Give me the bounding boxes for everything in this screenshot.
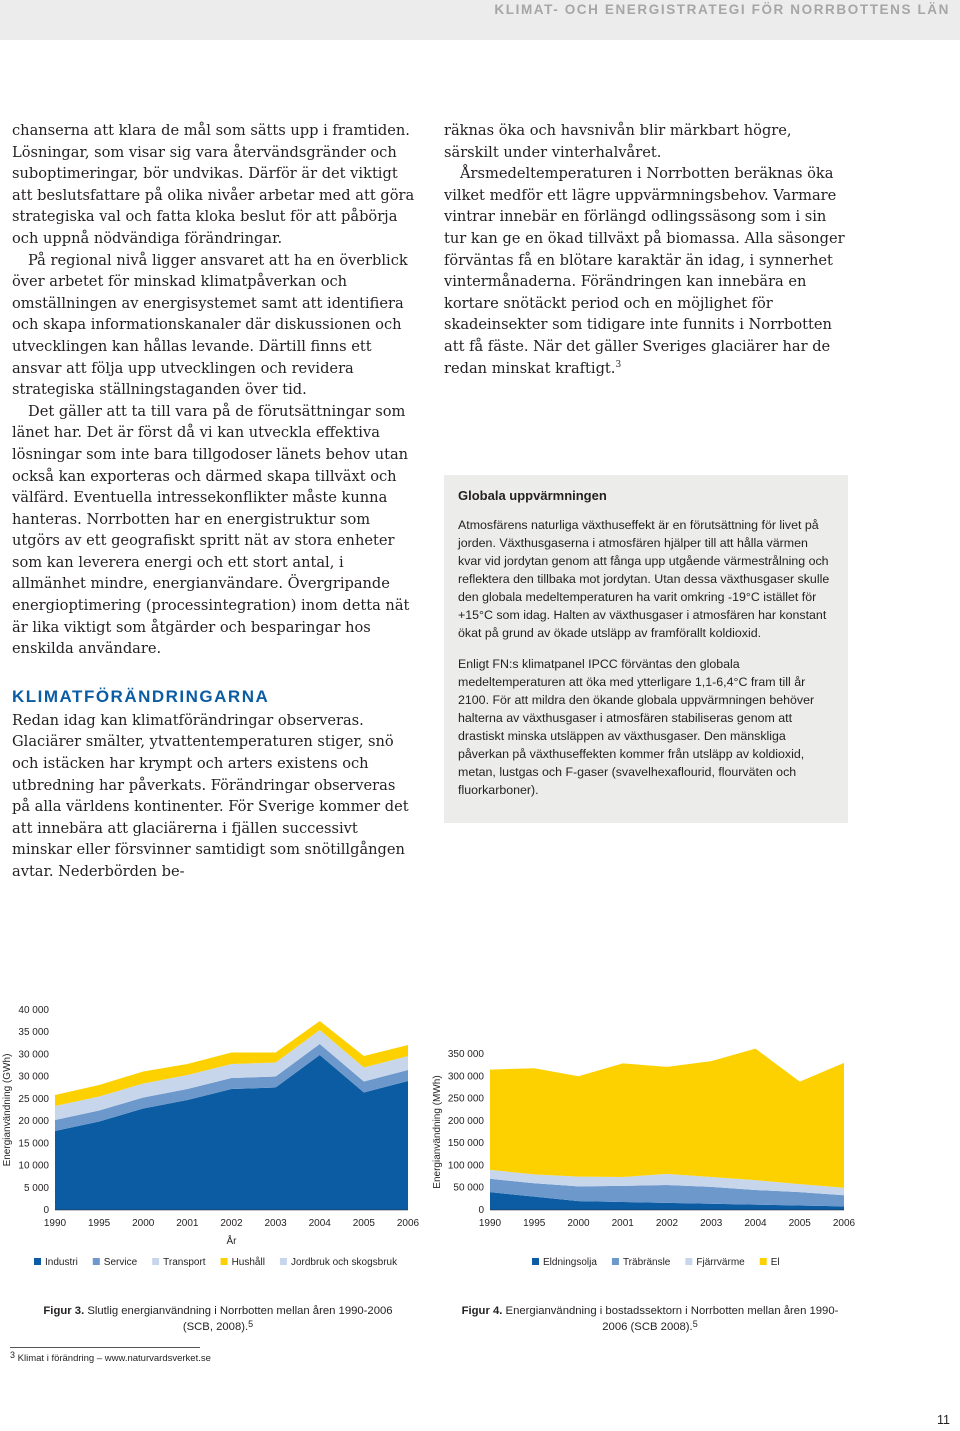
chart3-x-tick: 2002 xyxy=(220,1218,243,1229)
chart4-x-tick: 1990 xyxy=(478,1218,502,1229)
footnote xyxy=(10,1350,211,1364)
chart4-x-tick: 2000 xyxy=(567,1218,590,1229)
chart4-legend-swatch-2 xyxy=(685,1258,692,1265)
chart3-y-tick: 0 xyxy=(43,1205,49,1216)
chart4-x-tick: 2001 xyxy=(611,1218,634,1229)
chart3-y-tick: 20 000 xyxy=(18,1116,49,1128)
chart3-legend-label-4: Jordbruk och skogsbruk xyxy=(290,1257,398,1268)
footnote-divider xyxy=(10,1347,200,1348)
figure-3-label: Figur 3. xyxy=(43,1305,85,1317)
figure-4-svg xyxy=(430,998,900,1288)
figure-3-ref: 5 xyxy=(248,1319,254,1329)
chart3-legend-swatch-2 xyxy=(152,1258,159,1265)
fact-box-paragraph-1: Atmosfärens naturliga växthuseffekt är en förutsättning för livet på jorden. Växthusgaserna i atmosfären hjälper till att hålla värmen kvar vid jordytan genom att fånga upp utgående värmestrålning och reflektera den tillbaka mot jordytan. Utan dessa växthusgaser skulle den globala medeltemperaturen ha varit omkring -19°C istället för +15°C som idag. Halten av växthusgaser i atmosfären har konstant ökat på grund av ökade utsläpp av framförallt koldioxid. xyxy=(458,518,830,640)
chart3-x-tick: 2006 xyxy=(396,1218,420,1229)
footnote-number: 3 xyxy=(10,1350,16,1360)
left-paragraph-1: chanserna att klara de mål som sätts upp i framtiden. Lösningar, som visar sig vara återvändsgränder och suboptimeringar, bör undvikas. Därför är det viktigt att beslutsfattare på olika nivåer arbetar med att göra strategiska val och fatta kloka beslut för att påbörja och uppnå nödvändiga förändringar. xyxy=(12,122,415,247)
footnote-text: Klimat i förändring – www.naturvardsverket.se xyxy=(17,1353,211,1364)
chart4-y-tick: 200 000 xyxy=(447,1115,484,1127)
chart4-area-3 xyxy=(490,1049,844,1188)
chart3-x-tick: 1995 xyxy=(88,1218,111,1229)
chart3-y-tick: 30 000 xyxy=(18,1049,49,1061)
chart3-y-tick: 5 000 xyxy=(23,1182,49,1194)
chart4-y-tick: 0 xyxy=(478,1205,484,1216)
chart4-legend-label-1: Träbränsle xyxy=(622,1257,671,1268)
figure-3-text: Slutlig energianvändning i Norrbotten mellan åren 1990-2006 (SCB, 2008). xyxy=(87,1305,393,1333)
running-title: KLIMAT- OCH ENERGISTRATEGI FÖR NORRBOTTENS LÄN xyxy=(494,2,950,17)
right-paragraph-1: räknas öka och havsnivån blir märkbart högre, särskilt under vinterhalvåret. xyxy=(444,122,792,161)
chart4-x-tick: 2002 xyxy=(655,1218,679,1229)
chart3-legend-label-3: Hushåll xyxy=(231,1257,265,1268)
right-column xyxy=(444,120,846,379)
chart3-y-tick: 30 000 xyxy=(18,1071,49,1083)
chart4-x-tick: 1995 xyxy=(523,1218,546,1229)
chart3-x-label: År xyxy=(226,1236,237,1247)
chart4-legend-label-2: Fjärrvärme xyxy=(696,1257,745,1268)
left-paragraph-4: Redan idag kan klimatförändringar observeras. Glaciärer smälter, ytvattentemperaturen stiger, snö och istäcken har krympt och arters existens och utbredning har påverkats. Förändringar observeras på alla världens kontinenter. För Sverige kommer det att innebära att glaciärerna i fjällen successivt minskar eller försvinner samtidigt som snötillgången avtar. Nederbörden be- xyxy=(12,711,409,880)
chart4-legend-swatch-1 xyxy=(612,1258,619,1265)
footnote-ref: 3 xyxy=(615,359,622,370)
fact-box-paragraph-2: Enligt FN:s klimatpanel IPCC förväntas den globala medeltemperaturen att öka med ytterligare 1,1-6,4°C fram till år 2100. För att mildra den ökande globala uppvärmningen behöver halterna av växthusgaser i atmosfären stabiliseras genom att drastiskt minska utsläppen av växthusgaser. Den mänskliga påverkan på växthuseffekten kommer från utsläpp av koldioxid, metan, lustgas och F-gaser (svavelhexaflourid, flourväten och fluorkarboner). xyxy=(458,657,815,797)
chart4-x-tick: 2004 xyxy=(744,1218,767,1229)
running-header xyxy=(0,0,960,40)
chart3-x-tick: 2001 xyxy=(176,1218,199,1229)
chart4-x-tick: 2005 xyxy=(788,1218,811,1229)
chart3-y-tick: 35 000 xyxy=(18,1027,49,1039)
left-paragraph-2: På regional nivå ligger ansvaret att ha en överblick över arbetet för minskad klimatpåverkan och omställningen av energisystemet samt att identifiera och skapa informationskanaler där diskussionen och utvecklingen kan hållas levande. Därtill finns ett ansvar att följa upp utvecklingen och revidera strategiska ställningstaganden över tid. xyxy=(12,251,408,399)
figure-4-text: Energianvändning i bostadssektorn i Norrbotten mellan åren 1990-2006 (SCB 2008). xyxy=(505,1305,839,1333)
figure-4-chart xyxy=(430,998,900,1288)
page-number: 11 xyxy=(937,1413,950,1427)
chart4-y-tick: 250 000 xyxy=(447,1093,484,1105)
chart4-y-tick: 50 000 xyxy=(453,1182,484,1194)
chart3-legend-swatch-3 xyxy=(221,1258,228,1265)
chart3-x-tick: 1990 xyxy=(43,1218,67,1229)
chart4-y-tick: 150 000 xyxy=(447,1138,484,1150)
right-paragraph-2-text: Årsmedeltemperaturen i Norrbotten beräknas öka vilket medför ett lägre uppvärmningsbehov. Varmare vintrar innebär en förlängd odlingssäsong som i sin tur kan ge en ökad tillväxt på biomassa. Alla säsonger förväntas få en blötare karaktär än idag, i synnerhet vintermånaderna. Förändringen kan innebära en kortare snötäckt period och en möjlighet för skadeinsekter som tidigare inte funnits i Norrbotten att få fäste. När det gäller Sveriges glaciärer har de redan minskat kraftigt. xyxy=(444,165,845,377)
chart4-y-label: Energianvändning (MWh) xyxy=(432,1075,443,1189)
fact-box xyxy=(444,475,848,823)
chart3-legend-swatch-4 xyxy=(280,1258,287,1265)
fact-box-title: Globala uppvärmningen xyxy=(458,488,607,503)
chart3-y-tick: 40 000 xyxy=(18,1005,49,1016)
chart3-x-tick: 2000 xyxy=(132,1218,155,1229)
chart4-legend-label-0: Eldningsolja xyxy=(543,1257,597,1268)
right-paragraph-2 xyxy=(444,163,846,379)
left-paragraph-3: Det gäller att ta till vara på de förutsättningar som länet har. Det är först då vi kan utveckla effektiva lösningar som inte bara tillgodoser länets behov utan också kan exporteras och därmed skapa tillväxt och välfärd. Eventuella intressekonflikter måste kunna hanteras. Norrbotten har en energistruktur som utgörs av ett geografiskt spritt nät av stora enheter som kan leverera energi och ett stort antal, i allmänhet mindre, energianvändare. Övergripande energioptimering (processintegration) inom detta nät är lika viktigt som åtgärder och besparingar hos enskilda användare. xyxy=(12,402,410,658)
chart4-x-tick: 2006 xyxy=(832,1218,856,1229)
chart3-legend-label-0: Industri xyxy=(45,1257,78,1268)
chart4-y-tick: 100 000 xyxy=(447,1160,484,1172)
section-heading: KLIMATFÖRÄNDRINGARNA xyxy=(12,686,270,706)
chart3-legend-label-1: Service xyxy=(103,1257,138,1268)
chart3-x-tick: 2004 xyxy=(308,1218,331,1229)
chart3-y-tick: 15 000 xyxy=(18,1138,49,1150)
figure-3-chart xyxy=(0,998,430,1288)
chart3-y-tick: 10 000 xyxy=(18,1160,49,1172)
chart3-x-tick: 2003 xyxy=(264,1218,287,1229)
left-column xyxy=(12,120,416,883)
chart4-x-tick: 2003 xyxy=(700,1218,723,1229)
chart4-legend-label-3: El xyxy=(770,1257,780,1268)
chart3-legend-swatch-1 xyxy=(93,1258,100,1265)
figure-3-svg xyxy=(0,998,430,1288)
figure-4-label: Figur 4. xyxy=(461,1305,503,1317)
figure-4-ref: 5 xyxy=(692,1319,698,1329)
chart3-legend-label-2: Transport xyxy=(163,1257,206,1268)
chart4-y-tick: 350 000 xyxy=(447,1049,484,1060)
figure-4-caption xyxy=(460,1303,840,1335)
figure-3-caption xyxy=(28,1303,408,1335)
chart4-legend-swatch-0 xyxy=(532,1258,539,1265)
chart3-y-tick: 25 000 xyxy=(18,1093,49,1105)
chart4-legend-swatch-3 xyxy=(760,1258,767,1265)
chart3-legend-swatch-0 xyxy=(34,1258,41,1265)
chart3-x-tick: 2005 xyxy=(352,1218,375,1229)
chart3-y-label: Energianvändning (GWh) xyxy=(2,1053,13,1167)
chart4-y-tick: 300 000 xyxy=(447,1071,484,1083)
